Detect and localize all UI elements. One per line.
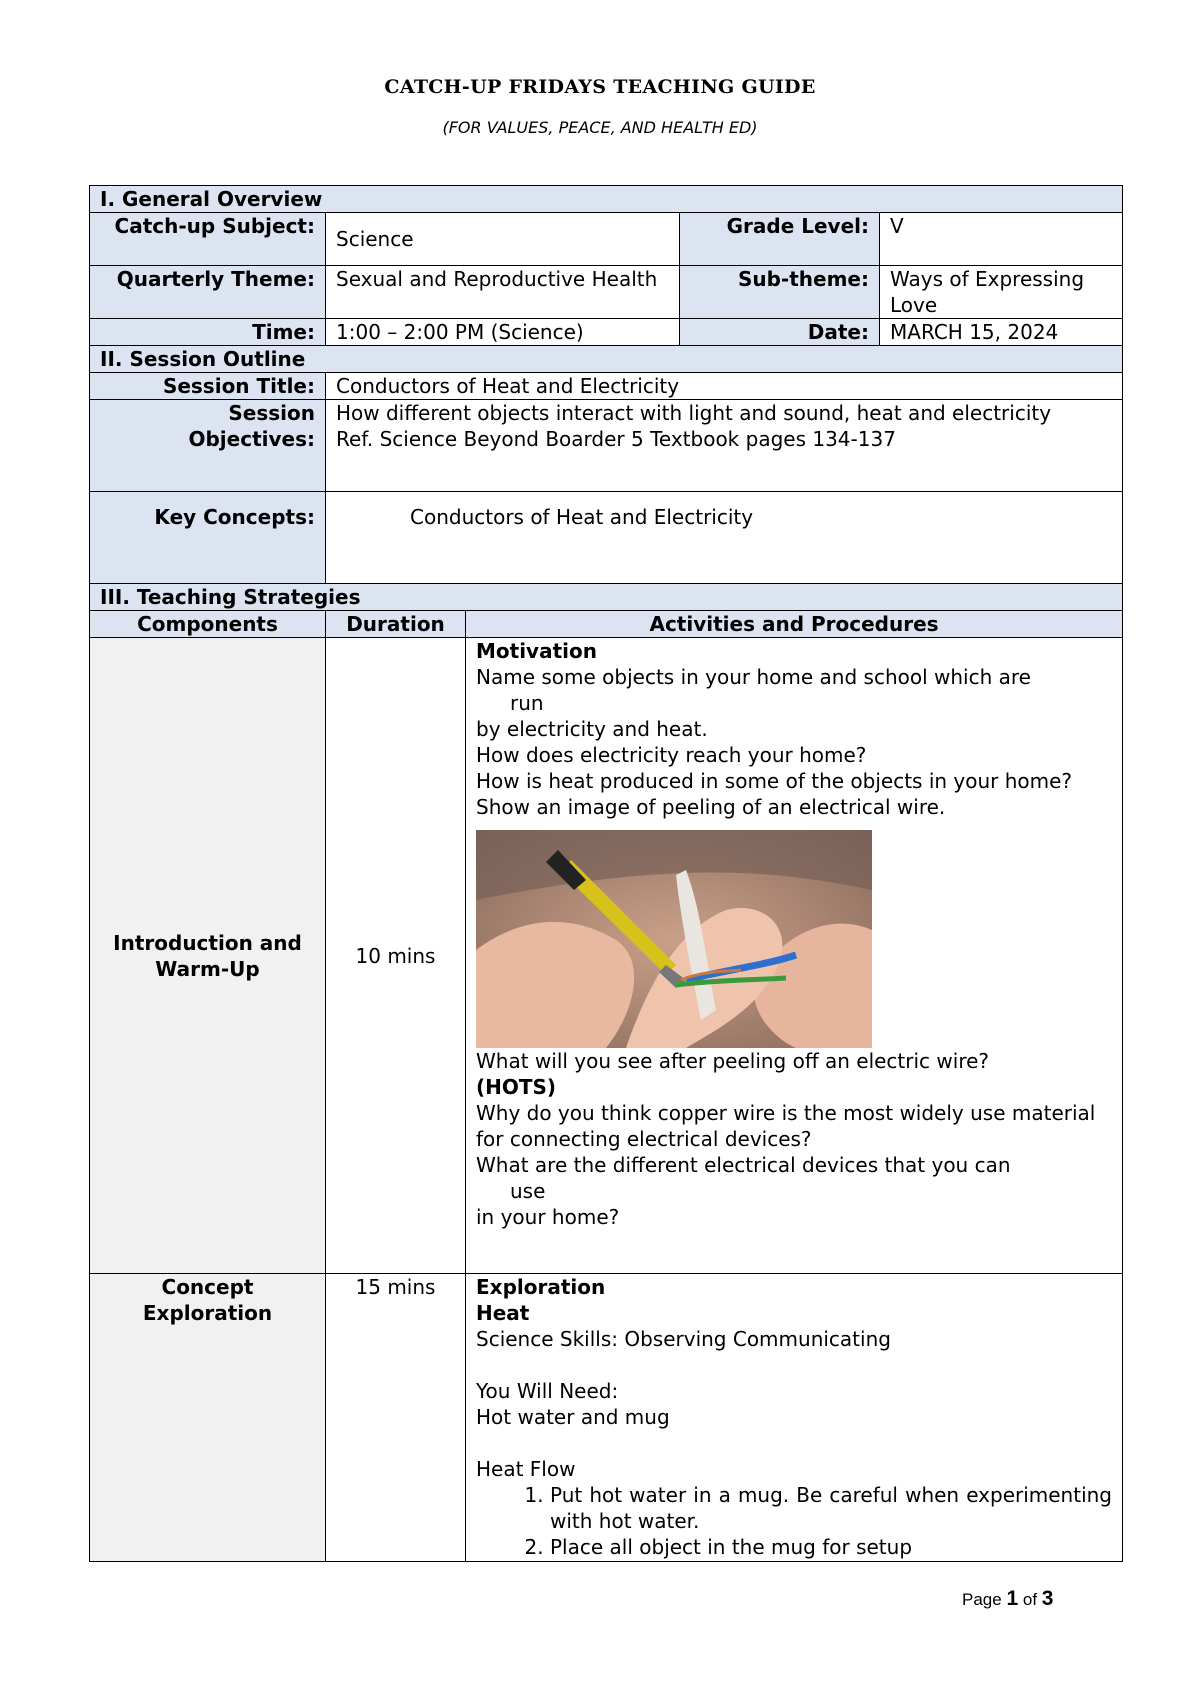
- activities-header: Activities and Procedures: [466, 611, 1123, 638]
- subject-label: Catch-up Subject:: [90, 213, 326, 266]
- spacer: [476, 1430, 1112, 1456]
- key-concepts-value: Conductors of Heat and Electricity: [326, 492, 1123, 584]
- wire-peeling-photo: [476, 830, 872, 1048]
- motivation-heading: Motivation: [476, 639, 597, 663]
- motivation-question-4: Show an image of peeling of an electrical wire.: [476, 795, 946, 819]
- science-skills: Science Skills: Observing Communicating: [476, 1327, 891, 1351]
- page-word: Page: [962, 1590, 1002, 1609]
- subtheme-value: Ways of Expressing Love: [880, 266, 1123, 319]
- subtheme-label: Sub-theme:: [680, 266, 880, 319]
- page-footer: [962, 1587, 1053, 1611]
- duration-header: Duration: [326, 611, 466, 638]
- motivation-question-1b: run: [510, 691, 544, 715]
- grade-label: Grade Level:: [680, 213, 880, 266]
- concept-duration: 15 mins: [326, 1274, 466, 1562]
- motivation-question-1a: Name some objects in your home and school which are: [476, 665, 1031, 689]
- date-label: Date:: [680, 319, 880, 346]
- you-will-need-label: You Will Need:: [476, 1379, 619, 1403]
- concept-activities: [466, 1274, 1123, 1562]
- grade-value: V: [880, 213, 1123, 266]
- objectives-reference: Ref. Science Beyond Boarder 5 Textbook pages 134-137: [336, 427, 896, 451]
- motivation-question-3: How is heat produced in some of the objects in your home?: [476, 769, 1073, 793]
- concept-component: Concept Exploration: [90, 1274, 326, 1562]
- document-subtitle: (FOR VALUES, PEACE, AND HEALTH ED): [442, 118, 758, 137]
- motivation-question-6: Why do you think copper wire is the most widely use material for connecting electrical devices?: [476, 1101, 1096, 1151]
- components-header: Components: [90, 611, 326, 638]
- spacer: [476, 1352, 1112, 1378]
- exploration-heading: Exploration: [476, 1275, 606, 1299]
- session-outline-heading: II. Session Outline: [90, 346, 1123, 373]
- intro-activities: [466, 638, 1123, 1274]
- page-number: 1: [1006, 1587, 1019, 1610]
- motivation-question-2: How does electricity reach your home?: [476, 743, 867, 767]
- time-label: Time:: [90, 319, 326, 346]
- teaching-strategies-heading: III. Teaching Strategies: [90, 584, 1123, 611]
- heat-flow-label: Heat Flow: [476, 1457, 576, 1481]
- subject-value: Science: [326, 213, 680, 266]
- session-title-value: Conductors of Heat and Electricity: [326, 373, 1123, 400]
- date-value: MARCH 15, 2024: [880, 319, 1123, 346]
- intro-component: Introduction and Warm-Up: [90, 638, 326, 1274]
- session-title-label: Session Title:: [90, 373, 326, 400]
- motivation-question-7a: What are the different electrical devices that you can: [476, 1153, 1011, 1177]
- list-item: 1. Put hot water in a mug. Be careful when experimenting with hot water.: [550, 1482, 1112, 1534]
- theme-value: Sexual and Reproductive Health: [326, 266, 680, 319]
- motivation-question-7b: use: [510, 1179, 546, 1203]
- key-concepts-label: Key Concepts:: [90, 492, 326, 584]
- theme-label: Quarterly Theme:: [90, 266, 326, 319]
- heat-subheading: Heat: [476, 1301, 530, 1325]
- list-item: 2. Place all object in the mug for setup: [550, 1534, 1112, 1560]
- heat-flow-steps: [476, 1482, 1112, 1560]
- time-value: 1:00 – 2:00 PM (Science): [326, 319, 680, 346]
- teaching-guide-table: [89, 185, 1123, 1562]
- objectives-label: Session Objectives:: [90, 400, 326, 492]
- objectives-cell: [326, 400, 1123, 492]
- general-overview-heading: I. General Overview: [90, 186, 1123, 213]
- motivation-question-5: What will you see after peeling off an electric wire?: [476, 1049, 990, 1073]
- you-will-need-value: Hot water and mug: [476, 1405, 670, 1429]
- motivation-question-7c: in your home?: [476, 1205, 620, 1229]
- intro-duration: 10 mins: [326, 638, 466, 1274]
- objectives-value: How different objects interact with light and sound, heat and electricity: [336, 401, 1052, 425]
- motivation-question-1c: by electricity and heat.: [476, 717, 708, 741]
- hots-label: (HOTS): [476, 1075, 557, 1099]
- document-title: CATCH-UP FRIDAYS TEACHING GUIDE: [384, 76, 816, 98]
- of-word: of: [1022, 1590, 1038, 1609]
- page-total: 3: [1041, 1587, 1054, 1610]
